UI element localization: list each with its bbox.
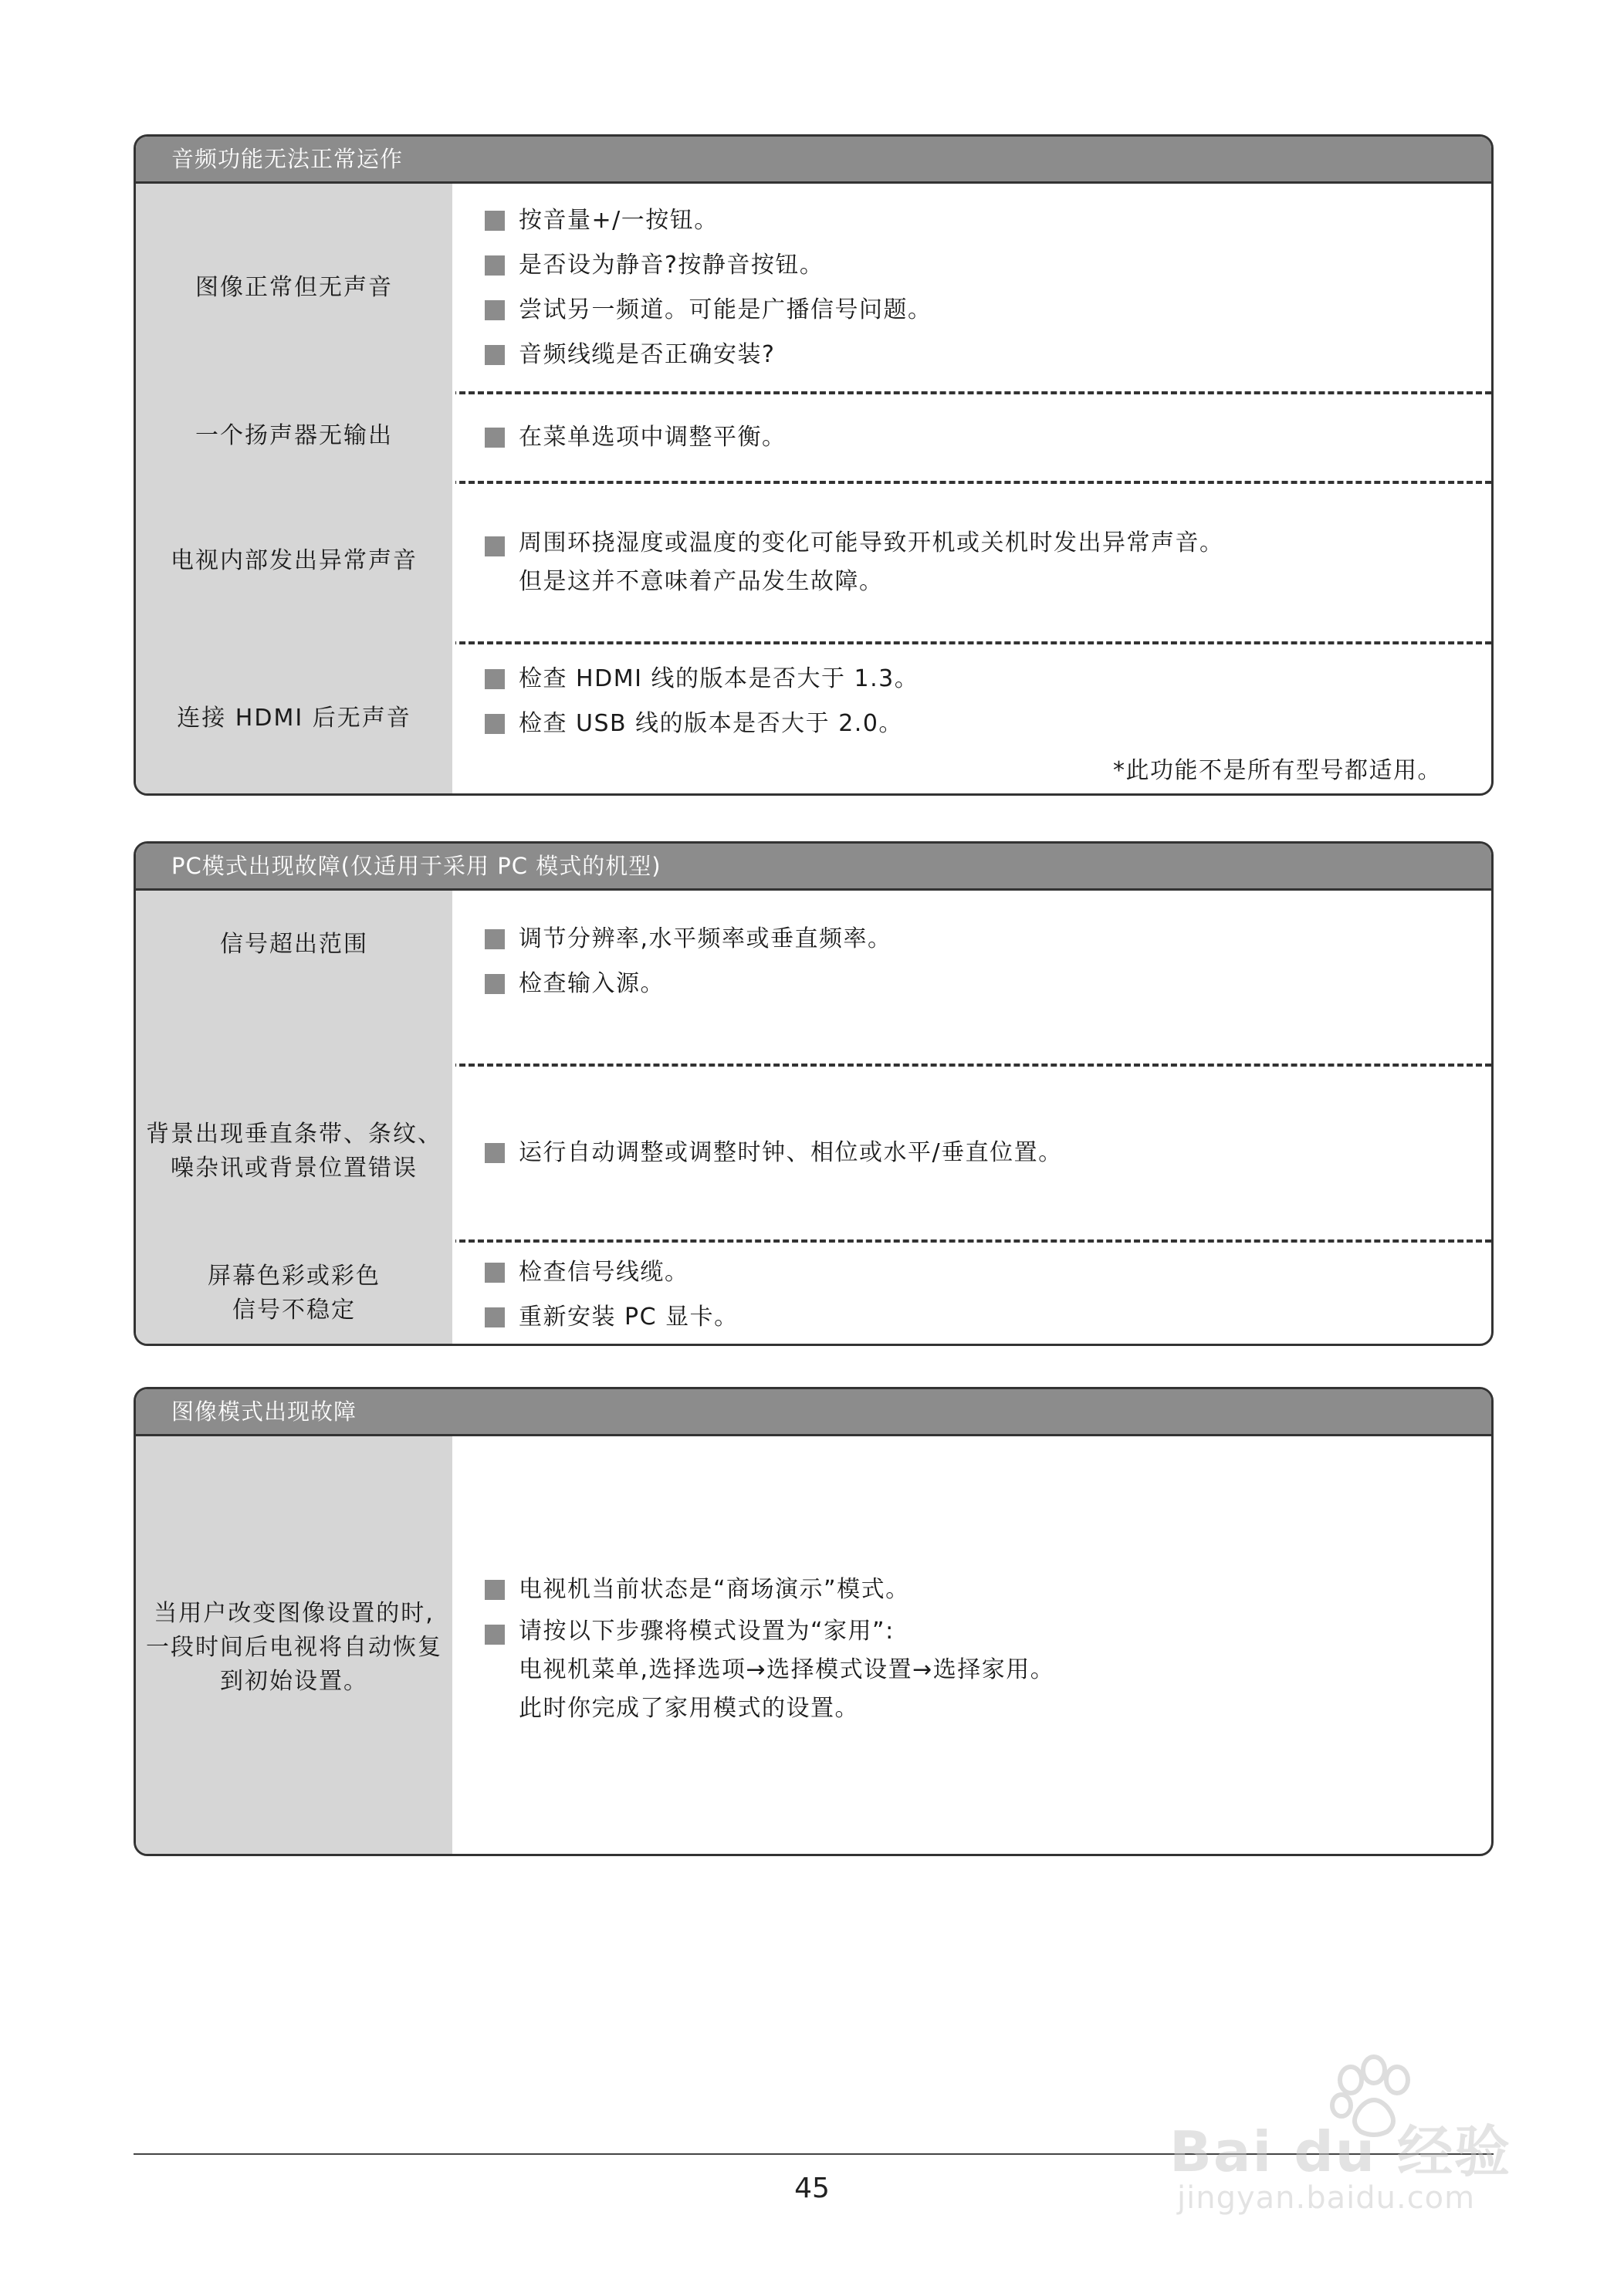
solution-cell (455, 484, 1491, 641)
square-bullet-icon (485, 1263, 505, 1283)
picture-mode-troubleshooting-section (134, 1387, 1494, 1856)
list-item (485, 1250, 1491, 1295)
symptom-label: 电视内部发出异常声音 (171, 547, 418, 574)
symptom-label: 屏幕色彩或彩色 信号不稳定 (208, 1263, 381, 1324)
solution-text: 周围环挠湿度或温度的变化可能导致开机或关机时发出异常声音。 但是这并不意味着产品发生故障。 (519, 529, 1224, 595)
square-bullet-icon (485, 428, 505, 448)
list-item (485, 1612, 1491, 1728)
solution-text: 请按以下步骤将模式设置为“家用”: 电视机菜单,选择选项→选择模式设置→选择家用。 此时你完成了家用模式的设置。 (519, 1617, 1055, 1722)
square-bullet-icon (485, 1307, 505, 1327)
square-bullet-icon (485, 974, 505, 994)
solution-text: 运行自动调整或调整时钟、相位或水平/垂直位置。 (519, 1139, 1063, 1166)
table-row (136, 641, 1491, 796)
list-item (485, 415, 1491, 460)
symptom-label: 当用户改变图像设置的时, 一段时间后电视将自动恢复 到初始设置。 (146, 1599, 442, 1695)
solution-text: 音频线缆是否正确安装? (519, 340, 776, 368)
list-item (485, 243, 1491, 288)
solution-cell (455, 1067, 1491, 1239)
solution-cell (455, 184, 1491, 391)
square-bullet-icon (485, 929, 505, 949)
table-row (136, 1239, 1491, 1346)
solution-text: 检查 USB 线的版本是否大于 2.0。 (519, 710, 903, 737)
list-item (485, 333, 1491, 377)
table-row (136, 481, 1491, 641)
symptom-cell (136, 184, 455, 391)
table-row (136, 184, 1491, 391)
list-item (485, 962, 1491, 1006)
solution-text: 按音量+/一按钮。 (519, 206, 719, 234)
square-bullet-icon (485, 211, 505, 231)
list-item (485, 917, 1491, 962)
square-bullet-icon (485, 255, 505, 276)
section-title: 图像模式出现故障 (136, 1389, 1491, 1436)
square-bullet-icon (485, 1625, 505, 1645)
solution-text: 检查信号线缆。 (519, 1259, 689, 1286)
symptom-label: 信号超出范围 (220, 931, 368, 958)
list-item (485, 657, 1491, 702)
symptom-label: 一个扬声器无输出 (195, 422, 393, 449)
symptom-cell (136, 391, 455, 481)
solution-text: 是否设为静音?按静音按钮。 (519, 251, 824, 279)
square-bullet-icon (485, 300, 505, 320)
square-bullet-icon (485, 714, 505, 734)
table-row (136, 891, 1491, 1064)
square-bullet-icon (485, 1580, 505, 1600)
section-title: 音频功能无法正常运作 (136, 137, 1491, 184)
symptom-cell (136, 1239, 455, 1346)
solution-text: 重新安装 PC 显卡。 (519, 1304, 739, 1331)
square-bullet-icon (485, 669, 505, 689)
table-row (136, 1064, 1491, 1239)
solution-text: 尝试另一频道。可能是广播信号问题。 (519, 296, 932, 323)
symptom-cell (136, 481, 455, 641)
list-item (485, 1567, 1491, 1612)
list-item (485, 198, 1491, 243)
watermark-brand: Bai du 经验 (1169, 2119, 1512, 2184)
model-availability-note: *此功能不是所有型号都适用。 (1113, 757, 1442, 784)
solution-text: 在菜单选项中调整平衡。 (519, 424, 787, 451)
pc-mode-troubleshooting-section (134, 841, 1494, 1346)
solution-text: 检查输入源。 (519, 970, 665, 997)
solution-text: 检查 HDMI 线的版本是否大于 1.3。 (519, 665, 919, 692)
square-bullet-icon (485, 1143, 505, 1163)
square-bullet-icon (485, 536, 505, 556)
watermark-url: jingyan.baidu.com (1177, 2180, 1476, 2216)
solution-text: 电视机当前状态是“商场演示”模式。 (519, 1575, 910, 1603)
table-row (136, 1436, 1491, 1856)
table-row (136, 391, 1491, 481)
list-item (485, 524, 1491, 601)
solution-cell (455, 644, 1491, 796)
list-item (485, 702, 1491, 746)
baidu-watermark (1162, 2038, 1563, 2215)
symptom-cell (136, 1064, 455, 1239)
symptom-cell (136, 641, 455, 796)
symptom-cell (136, 891, 455, 1064)
solution-cell (455, 394, 1491, 481)
solution-cell (455, 891, 1491, 1064)
symptom-label: 背景出现垂直条带、条纹、 噪杂讯或背景位置错误 (146, 1121, 442, 1182)
symptom-cell (136, 1436, 455, 1856)
solution-cell (455, 1436, 1491, 1856)
audio-troubleshooting-section (134, 134, 1494, 796)
list-item (485, 1131, 1491, 1175)
symptom-label: 图像正常但无声音 (195, 273, 393, 301)
symptom-label: 连接 HDMI 后无声音 (177, 705, 411, 732)
list-item (485, 1295, 1491, 1340)
solution-text: 调节分辨率,水平频率或垂直频率。 (519, 925, 892, 952)
section-title: PC模式出现故障(仅适用于采用 PC 模式的机型) (136, 844, 1491, 891)
list-item (485, 288, 1491, 333)
solution-cell (455, 1243, 1491, 1346)
page-number: 45 (794, 2173, 830, 2204)
square-bullet-icon (485, 345, 505, 365)
